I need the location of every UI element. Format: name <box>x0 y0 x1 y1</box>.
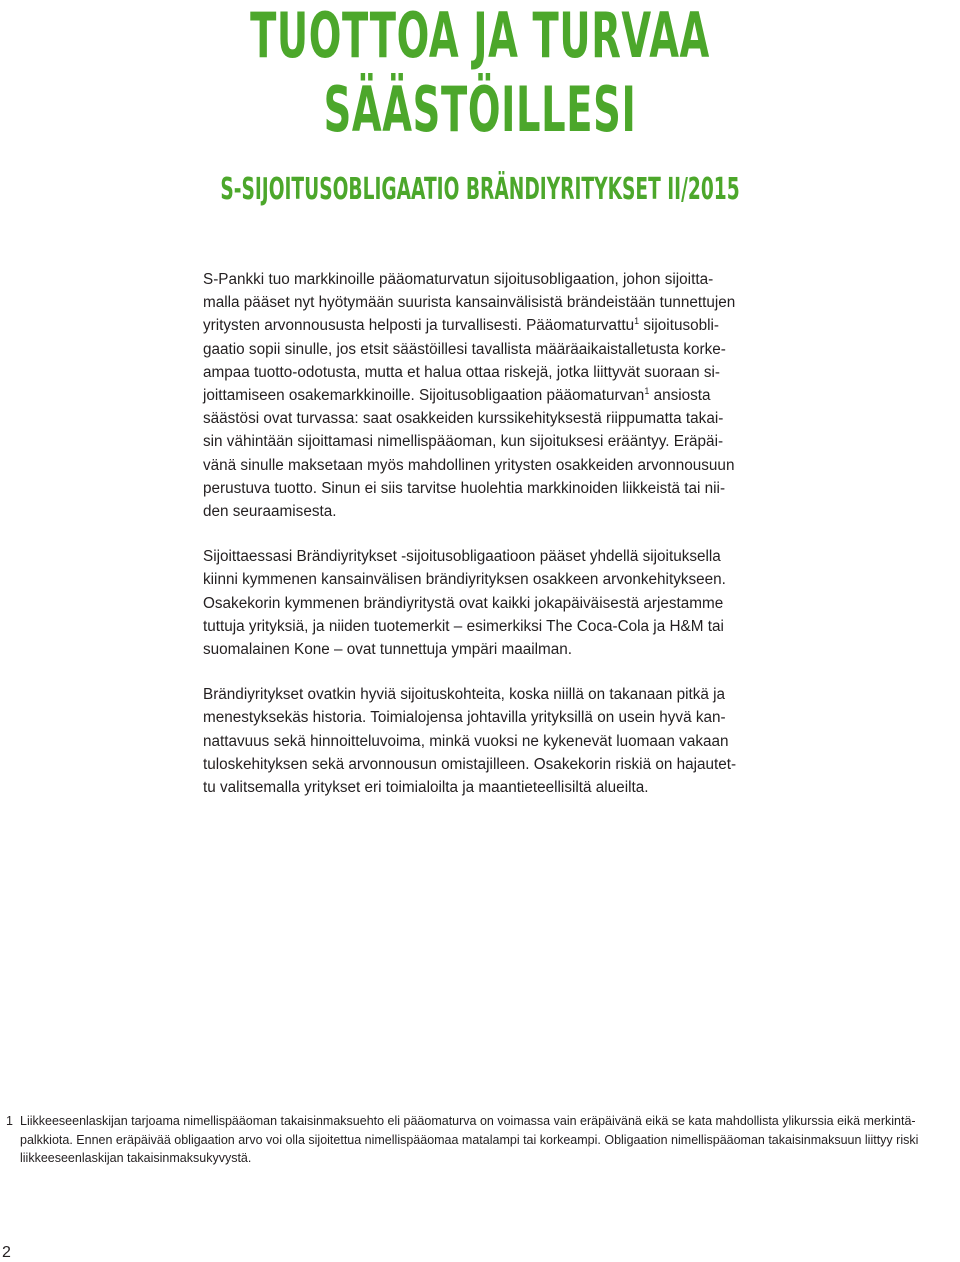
text-line: S-Pankki tuo markkinoille pääomaturvatun sijoitusobligaation, johon sijoitta- <box>203 271 714 288</box>
footnote-line: Liikkeeseenlaskijan tarjoama nimellispääoman takaisinmaksuehto eli pääomaturva on voimassa vain eräpäivänä eikä se kata mahdollista ylikurssia eikä merkintä- <box>20 1114 916 1128</box>
paragraph-investment-targets <box>203 683 763 799</box>
text-line: vänä sinulle maksetaan myös mahdollinen yritysten osakkeiden arvonnousuun <box>203 456 735 474</box>
text-line: säästösi ovat turvassa: saat osakkeiden kurssikehityksestä riippumatta takai- <box>203 410 724 428</box>
page-number: 2 <box>2 1244 11 1261</box>
text-segment: ansiosta <box>649 387 711 405</box>
paragraph-intro <box>203 268 763 523</box>
page-subtitle: S-SIJOITUSOBLIGAATIO BRÄNDIYRITYKSET II/2015 <box>220 172 740 207</box>
text-line: suomalainen Kone – ovat tunnettuja ympäri maailman. <box>203 641 573 659</box>
text-segment: joittamiseen osakemarkkinoille. Sijoitusobligaation pääomaturvan <box>203 387 645 405</box>
page-title-line-2: SÄÄSTÖILLESI <box>323 73 637 146</box>
text-segment: sijoitusobli- <box>639 317 720 335</box>
footnote-text <box>20 1112 960 1168</box>
text-segment: yritysten arvonnoususta helposti ja turvallisesti. Pääomaturvattu <box>203 317 635 335</box>
paragraph-brand-companies <box>203 545 763 661</box>
text-line: ampaa tuotto-odotusta, mutta et halua ottaa riskejä, jotka liittyvät suoraan si- <box>203 363 720 381</box>
footnote-mark: 1 <box>6 1114 13 1128</box>
text-line: den seuraamisesta. <box>203 503 337 521</box>
text-line: menestyksekäs historia. Toimialojensa johtavilla yrityksillä on usein hyvä kan- <box>203 709 726 727</box>
text-line: kiinni kymmenen kansainvälisen brändiyrityksen osakkeen arvonkehitykseen. <box>203 571 726 589</box>
text-line: tu valitsemalla yritykset eri toimialoilta ja maantieteellisiltä alueilta. <box>203 779 649 797</box>
text-line <box>203 384 763 407</box>
text-line: Brändiyritykset ovatkin hyviä sijoituskohteita, koska niillä on takanaan pitkä ja <box>203 686 726 704</box>
text-line: gaatio sopii sinulle, jos etsit säästöillesi tavallista määräaikaistalletusta korke- <box>203 340 726 358</box>
text-line: nattavuus sekä hinnoitteluvoima, minkä vuoksi ne kykenevät luomaan vakaan <box>203 732 729 750</box>
text-line: tuttuja yrityksiä, ja niiden tuotemerkit – esimerkiksi The Coca-Cola ja H&M tai <box>203 617 724 635</box>
footnote-reference: 1 <box>634 316 640 327</box>
footnote-line: liikkeeseenlaskijan takaisinmaksukyvystä. <box>20 1151 252 1165</box>
text-line <box>203 314 763 337</box>
text-line: malla pääset nyt hyötymään suurista kansainvälisistä brändeistään tunnettujen <box>203 294 736 312</box>
footnote-reference: 1 <box>644 386 650 397</box>
text-line: sin vähintään sijoittamasi nimellispääoman, kun sijoituksesi erääntyy. Eräpäi- <box>203 433 724 451</box>
footnote-line: palkkiota. Ennen eräpäivää obligaation arvo voi olla sijoitettua nimellispääomaa matalampi tai korkeampi. Obligaation nimellispääoman takaisinmaksuun liittyy riski <box>20 1132 919 1147</box>
page-title-line-1: TUOTTOA JA TURVAA <box>250 0 710 72</box>
body-text <box>203 268 763 821</box>
text-line: Sijoittaessasi Brändiyritykset -sijoitusobligaatioon pääset yhdellä sijoituksella <box>203 548 721 566</box>
text-line: Osakekorin kymmenen brändiyritystä ovat kaikki jokapäiväisestä arjestamme <box>203 594 724 612</box>
text-line: perustuva tuotto. Sinun ei siis tarvitse huolehtia markkinoiden liikkeistä tai nii- <box>203 479 726 497</box>
text-line: tuloskehityksen sekä arvonnousun omistajilleen. Osakekorin riskiä on hajautet- <box>203 755 737 773</box>
